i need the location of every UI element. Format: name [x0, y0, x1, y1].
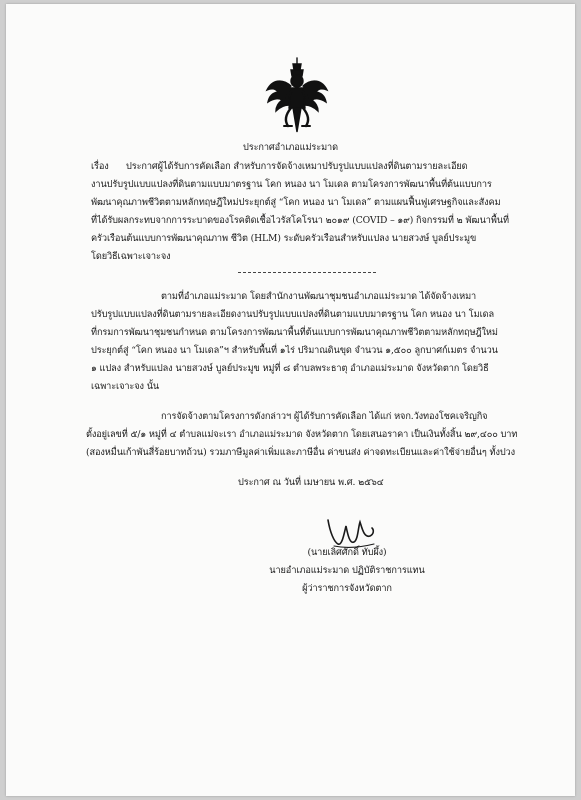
subject-line: ที่ได้รับผลกระทบจากการระบาดของโรคติดเชื้อไวรัสโคโรนา ๒๐๑๙ (COVID – ๑๙) กิจกรรมที่ ๒ พัฒนาพื้นที่	[91, 215, 509, 226]
paragraph1-line: ปรับรูปแบบแปลงที่ดินตามรายละเอียดงานปรับรูปแบบแปลงที่ดินตามแบบมาตรฐาน โคก หนอง นา โมเดล	[91, 309, 495, 320]
paragraph2-line: การจัดจ้างตามโครงการดังกล่าวฯ ผู้ได้รับการคัดเลือก ได้แก่ หจก.วังทองโชคเจริญกิจ	[161, 411, 488, 422]
paragraph1-line: เฉพาะเจาะจง นั้น	[91, 381, 160, 392]
signer-title: นายอำเภอแม่ระมาด ปฏิบัติราชการแทน	[269, 565, 425, 576]
paragraph1-line: ที่กรมการพัฒนาชุมชนกำหนด ตามโครงการพัฒนาพื้นที่ต้นแบบการพัฒนาคุณภาพชีวิตตามหลักทฤษฎีใหม่	[91, 327, 498, 338]
announce-date: ประกาศ ณ วันที่ เมษายน พ.ศ. ๒๕๖๔	[238, 477, 384, 488]
subject-line: ครัวเรือนต้นแบบการพัฒนาคุณภาพ ชีวิต (HLM) ระดับครัวเรือนสำหรับแปลง นายสวงษ์ บูลย์ประมูข	[91, 233, 477, 244]
subject-line: พัฒนาคุณภาพชีวิตตามหลักทฤษฎีใหม่ประยุกต์สู่ “โคก หนอง นา โมเดล” ตามแผนฟื้นฟูเศรษฐกิจและสังคม	[91, 197, 501, 208]
paragraph1-line: ประยุกต์สู่ “โคก หนอง นา โมเดล”ฯ สำหรับพื้นที่ ๑ไร่ ปริมาณดินขุด จำนวน ๑,๕๐๐ ลูกบาศก์เมตร จำนวน	[91, 345, 498, 356]
garuda-emblem-icon	[264, 56, 330, 136]
paragraph1-line: ตามที่อำเภอแม่ระมาด โดยสำนักงานพัฒนาชุมชนอำเภอแม่ระมาด ได้จัดจ้างเหมา	[161, 291, 477, 302]
signer-title: ผู้ว่าราชการจังหวัดตาก	[302, 583, 392, 594]
subject-line: โดยวิธีเฉพาะเจาะจง	[91, 251, 171, 262]
paragraph1-line: ๑ แปลง สำหรับแปลง นายสวงษ์ บูลย์ประมูข หมู่ที่ ๘ ตำบลพระธาตุ อำเภอแม่ระมาด จังหวัดตาก โดยวิธี	[91, 363, 489, 374]
section-divider	[238, 272, 376, 273]
issuer-title: ประกาศอำเภอแม่ระมาด	[243, 142, 338, 153]
document-page	[6, 4, 575, 796]
subject-line: ประกาศผู้ได้รับการคัดเลือก สำหรับการจัดจ้างเหมาปรับรูปแบบแปลงที่ดินตามรายละเอียด	[126, 161, 468, 172]
paragraph2-line: ตั้งอยู่เลขที่ ๕/๑ หมู่ที่ ๔ ตำบลแม่จะเรา อำเภอแม่ระมาด จังหวัดตาก โดยเสนอราคา เป็นเงินทั้งสิ้น ๒๙,๔๐๐ บาท	[86, 429, 518, 440]
signer-name: (นายเลิศศักดิ์ ทับผึ้ง)	[307, 547, 387, 558]
subject-line: งานปรับรูปแบบแปลงที่ดินตามแบบมาตรฐาน โคก หนอง นา โมเดล ตามโครงการพัฒนาพื้นที่ต้นแบบการ	[91, 179, 492, 190]
paragraph2-line: (สองหมื่นเก้าพันสี่ร้อยบาทถ้วน) รวมภาษีมูลค่าเพิ่มและภาษีอื่น ค่าขนส่ง ค่าจดทะเบียนและค่าใช้จ่ายอื่นๆ ทั้งปวง	[86, 447, 516, 458]
subject-label: เรื่อง	[91, 161, 109, 172]
